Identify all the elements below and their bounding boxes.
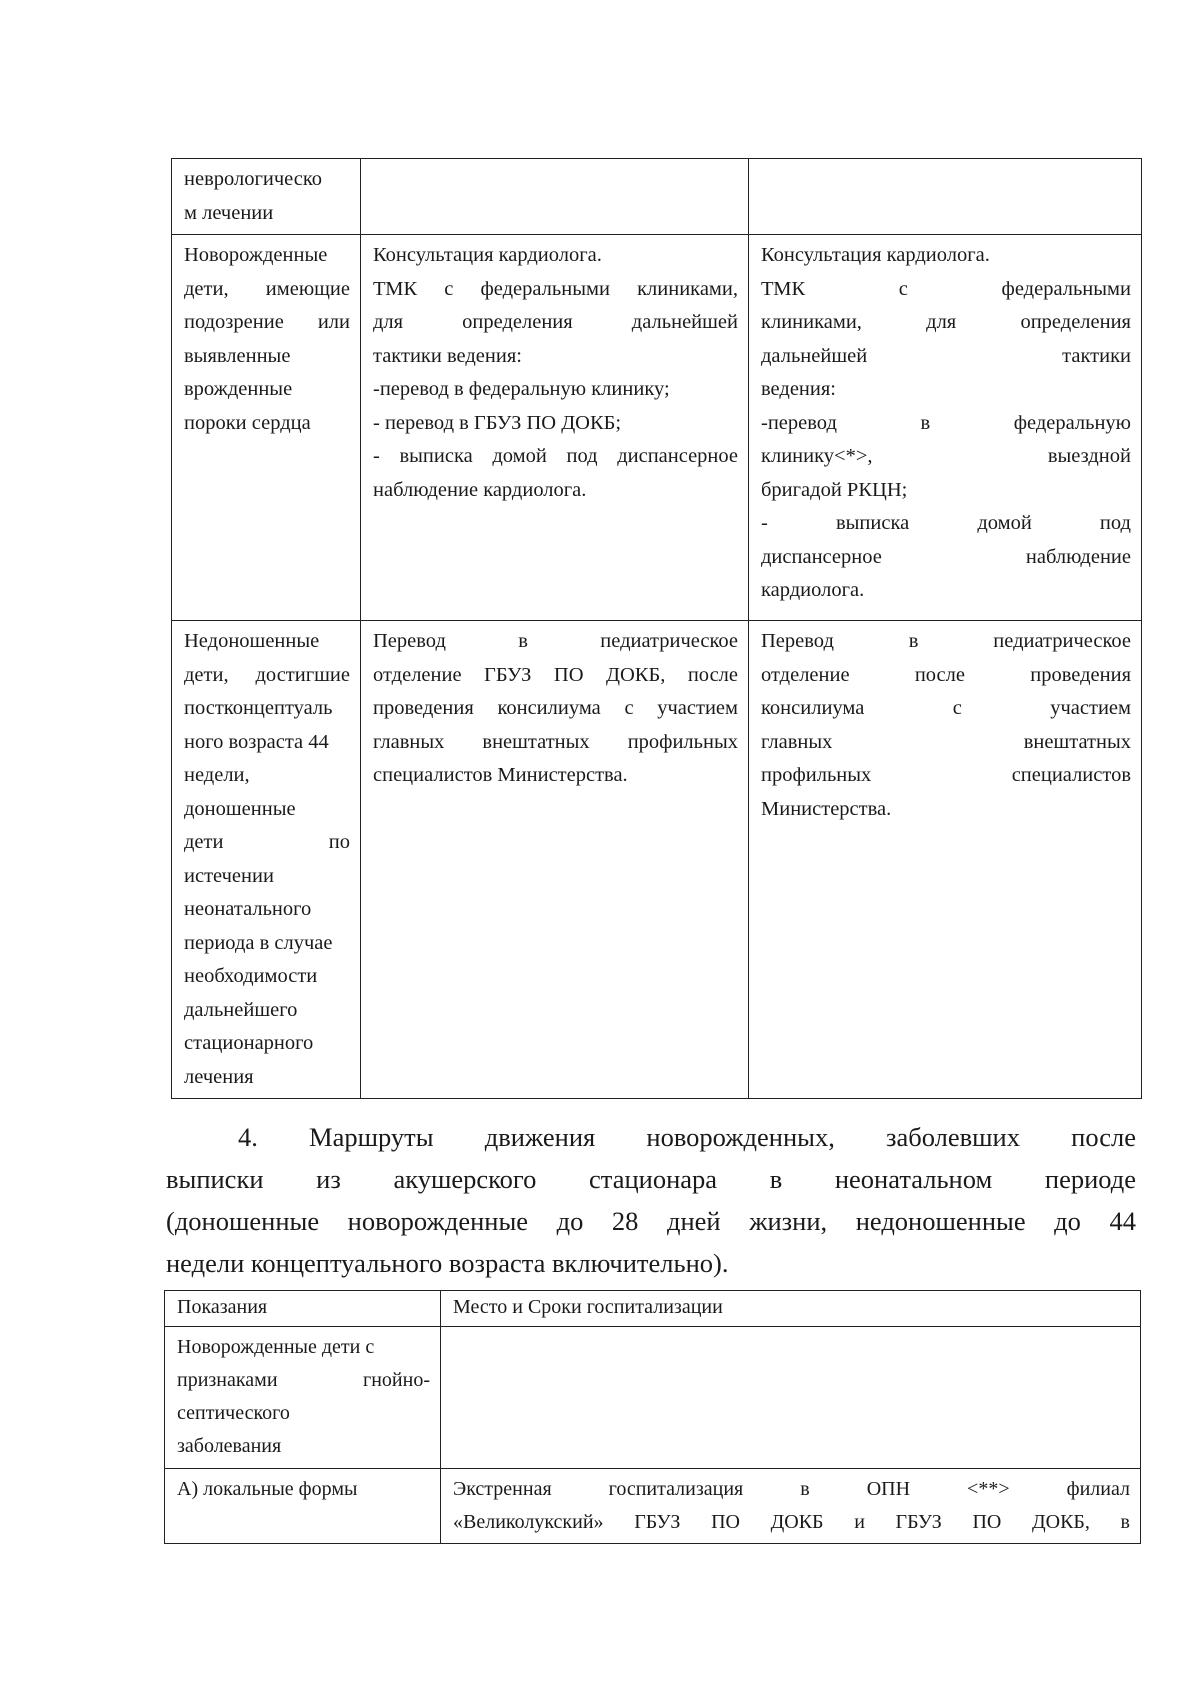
table-cell: Экстренная госпитализация в ОПН <**> филиал «Великолукский» ГБУЗ ПО ДОКБ и ГБУЗ ПО ДОКБ, в [441,1469,1141,1544]
table-cell: А) локальные формы [165,1469,441,1544]
table-row [172,621,1142,1099]
table-cell: Консультация кардиолога. ТМК с федеральными клиниками, для определения дальнейшей тактики ведения: -перевод в федеральную клинику; - перевод в ГБУЗ ПО ДОКБ; - выписка домой под диспансерное наблюдение кардиолога. [361,235,749,621]
table-cell [441,1327,1141,1469]
routing-table-top [171,158,1142,1099]
table-cell: Перевод в педиатрическое отделение ГБУЗ ПО ДОКБ, после проведения консилиума с участием главных внештатных профильных специалистов Министерства. [361,621,749,1099]
header-place-and-terms: Место и Сроки госпитализации [441,1291,1141,1327]
table-cell: Новорожденные дети, имеющие подозрение или выявленные врожденные пороки сердца [172,235,361,621]
table-row [172,159,1142,235]
table-cell [361,159,749,235]
table-cell: Перевод в педиатрическое отделение после проведения консилиума с участием главных внештатных профильных специалистов Министерства. [749,621,1142,1099]
table-cell: Консультация кардиолога. ТМК с федеральными клиниками, для определения дальнейшей тактики ведения: -перевод в федеральную клинику<*>, выездной бригадой РКЦН; - выписка домой под диспансерное наблюдение кардиолога. [749,235,1142,621]
hospitalization-table [164,1290,1141,1544]
header-indications: Показания [165,1291,441,1327]
section-4-heading: 4. Маршруты движения новорожденных, заболевших после выписки из акушерского стационара в неонатальном периоде (доношенные новорожденные до 28 дней жизни, недоношенные до 44 недели концептуального возраста включительно). [166,1122,1136,1278]
table-cell [749,159,1142,235]
table-header-row [165,1291,1141,1327]
table-row [172,235,1142,621]
table-cell: Недоношенные дети, достигшие постконцептуаль ного возраста 44 недели, доношенные дети по истечении неонатального периода в случае необходимости дальнейшего стационарного лечения [172,621,361,1099]
table-row [165,1469,1141,1544]
table-cell: Новорожденные дети с признаками гнойно- септического заболевания [165,1327,441,1469]
table-row [165,1327,1141,1469]
table-cell: неврологическо м лечении [172,159,361,235]
